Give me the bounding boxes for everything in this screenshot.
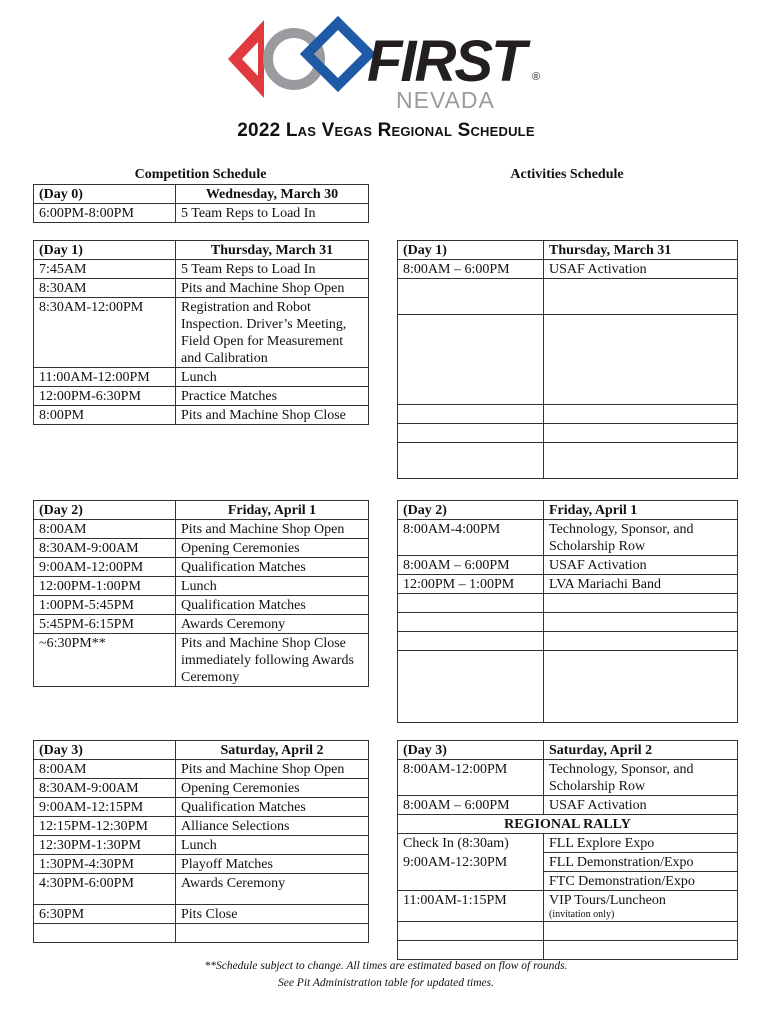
day-label: (Day 1) (398, 241, 544, 260)
event-cell: USAF Activation (544, 796, 738, 815)
table-row (34, 368, 369, 387)
table-row (398, 922, 738, 941)
event-cell (544, 941, 738, 960)
time-cell: 6:30PM (34, 905, 176, 924)
event-text: VIP Tours/Luncheon (549, 893, 666, 908)
table-row (398, 872, 738, 891)
table-row (398, 279, 738, 315)
event-cell (544, 443, 738, 479)
event-cell: Lunch (176, 836, 369, 855)
competition-day1-table (33, 240, 369, 425)
time-cell: 8:30AM-12:00PM (34, 298, 176, 368)
time-cell: 5:45PM-6:15PM (34, 615, 176, 634)
activities-day2-table (397, 500, 738, 723)
day-date: Thursday, March 31 (176, 241, 369, 260)
table-header-row (398, 501, 738, 520)
table-row (398, 815, 738, 834)
event-cell: Pits and Machine Shop Close immediately following Awards Ceremony (176, 634, 369, 687)
time-cell: ~6:30PM** (34, 634, 176, 687)
day-label: (Day 3) (34, 741, 176, 760)
table-row (398, 891, 738, 922)
event-cell: Practice Matches (176, 387, 369, 406)
event-cell (544, 632, 738, 651)
table-row (34, 520, 369, 539)
time-cell: 7:45AM (34, 260, 176, 279)
table-row (398, 632, 738, 651)
day-label: (Day 2) (398, 501, 544, 520)
table-row (34, 836, 369, 855)
time-cell: 4:30PM-6:00PM (34, 874, 176, 905)
table-row (34, 387, 369, 406)
time-cell: 11:00AM-1:15PM (398, 891, 544, 922)
event-cell: Playoff Matches (176, 855, 369, 874)
activities-schedule-heading: Activities Schedule (510, 167, 624, 182)
event-cell (176, 924, 369, 943)
time-cell (398, 594, 544, 613)
table-row (34, 874, 369, 905)
time-cell (398, 279, 544, 315)
event-note: (invitation only) (549, 909, 615, 920)
table-row (398, 796, 738, 815)
day-date: Friday, April 1 (544, 501, 738, 520)
event-cell: Qualification Matches (176, 596, 369, 615)
time-cell: 12:00PM-1:00PM (34, 577, 176, 596)
time-cell (398, 613, 544, 632)
table-row (34, 615, 369, 634)
time-cell: 8:00AM-12:00PM (398, 760, 544, 796)
competition-day0-table (33, 184, 369, 223)
day-label: (Day 2) (34, 501, 176, 520)
table-header-row (398, 241, 738, 260)
time-cell: 8:00AM – 6:00PM (398, 796, 544, 815)
event-cell: USAF Activation (544, 260, 738, 279)
competition-schedule-heading: Competition Schedule (134, 167, 267, 182)
time-cell: 8:00PM (34, 406, 176, 425)
table-header-row (34, 185, 369, 204)
time-cell: Check In (8:30am) (398, 834, 544, 853)
logo-nevada-subtitle: NEVADA (396, 87, 495, 113)
table-row (398, 520, 738, 556)
event-cell: Technology, Sponsor, and Scholarship Row (544, 760, 738, 796)
time-cell: 1:00PM-5:45PM (34, 596, 176, 615)
table-header-row (34, 741, 369, 760)
table-row (398, 315, 738, 405)
table-header-row (34, 501, 369, 520)
competition-day3-table (33, 740, 369, 943)
competition-day2-table (33, 500, 369, 687)
day-date: Thursday, March 31 (544, 241, 738, 260)
table-row (398, 613, 738, 632)
table-row (34, 596, 369, 615)
event-cell: Pits and Machine Shop Open (176, 760, 369, 779)
table-row (34, 634, 369, 687)
event-cell: Qualification Matches (176, 558, 369, 577)
time-cell: 8:00AM-4:00PM (398, 520, 544, 556)
time-cell (34, 924, 176, 943)
event-cell (544, 651, 738, 723)
time-cell (398, 922, 544, 941)
table-row (34, 760, 369, 779)
day-date: Friday, April 1 (176, 501, 369, 520)
table-row (398, 260, 738, 279)
event-cell (544, 315, 738, 405)
table-row (34, 539, 369, 558)
table-row (398, 424, 738, 443)
time-cell: 8:30AM (34, 279, 176, 298)
time-cell (398, 443, 544, 479)
time-cell: 9:00AM-12:15PM (34, 798, 176, 817)
time-cell (398, 405, 544, 424)
table-row (398, 941, 738, 960)
footnote-line-2: See Pit Administration table for updated times. (277, 977, 495, 989)
time-cell: 11:00AM-12:00PM (34, 368, 176, 387)
footnote-line-1: **Schedule subject to change. All times are estimated based on flow of rounds. (204, 960, 568, 972)
event-cell (544, 424, 738, 443)
event-cell: Pits and Machine Shop Open (176, 279, 369, 298)
event-cell: Technology, Sponsor, and Scholarship Row (544, 520, 738, 556)
time-cell: 12:15PM-12:30PM (34, 817, 176, 836)
event-cell: Pits and Machine Shop Open (176, 520, 369, 539)
time-cell (398, 424, 544, 443)
time-cell: 8:30AM-9:00AM (34, 539, 176, 558)
event-cell: FLL Demonstration/Expo (544, 853, 738, 872)
page-title: 2022 Las Vegas Regional Schedule (237, 120, 535, 141)
event-cell: Pits and Machine Shop Close (176, 406, 369, 425)
time-cell (398, 315, 544, 405)
event-cell (544, 922, 738, 941)
event-cell: Opening Ceremonies (176, 539, 369, 558)
time-cell (398, 651, 544, 723)
table-row (398, 651, 738, 723)
event-cell (544, 594, 738, 613)
time-cell: 6:00PM-8:00PM (34, 204, 176, 223)
time-cell: 8:30AM-9:00AM (34, 779, 176, 798)
time-cell: 8:00AM (34, 520, 176, 539)
table-row (398, 853, 738, 872)
event-cell: FLL Explore Expo (544, 834, 738, 853)
table-row (34, 924, 369, 943)
activities-day3-table (397, 740, 738, 960)
table-row (34, 577, 369, 596)
time-cell: 9:00AM-12:30PM (398, 853, 544, 872)
time-cell (398, 872, 544, 891)
time-cell: 12:00PM – 1:00PM (398, 575, 544, 594)
day-date: Saturday, April 2 (544, 741, 738, 760)
table-row (398, 443, 738, 479)
logo-registered-mark: ® (532, 71, 541, 83)
event-cell: 5 Team Reps to Load In (176, 204, 369, 223)
regional-rally-heading: REGIONAL RALLY (398, 815, 738, 834)
event-cell: FTC Demonstration/Expo (544, 872, 738, 891)
day-date: Saturday, April 2 (176, 741, 369, 760)
table-header-row (398, 741, 738, 760)
table-row (398, 594, 738, 613)
table-row (398, 834, 738, 853)
event-cell: LVA Mariachi Band (544, 575, 738, 594)
event-cell: USAF Activation (544, 556, 738, 575)
event-cell: Opening Ceremonies (176, 779, 369, 798)
time-cell: 8:00AM (34, 760, 176, 779)
event-cell: Awards Ceremony (176, 615, 369, 634)
time-cell: 12:30PM-1:30PM (34, 836, 176, 855)
event-cell (544, 279, 738, 315)
event-cell: Pits Close (176, 905, 369, 924)
event-cell (544, 891, 738, 922)
footnote (0, 958, 772, 992)
table-row (398, 556, 738, 575)
table-row (34, 204, 369, 223)
table-row (398, 405, 738, 424)
time-cell: 8:00AM – 6:00PM (398, 260, 544, 279)
table-row (34, 798, 369, 817)
event-cell: Qualification Matches (176, 798, 369, 817)
event-cell: Awards Ceremony (176, 874, 369, 905)
activities-day1-table (397, 240, 738, 479)
logo-first-wordmark: FIRST (367, 29, 525, 94)
table-row (34, 558, 369, 577)
time-cell: 8:00AM – 6:00PM (398, 556, 544, 575)
first-nevada-logo (222, 14, 552, 114)
day-date: Wednesday, March 30 (176, 185, 369, 204)
event-cell: 5 Team Reps to Load In (176, 260, 369, 279)
day-label: (Day 1) (34, 241, 176, 260)
table-row (398, 760, 738, 796)
event-cell: Lunch (176, 577, 369, 596)
table-row (34, 817, 369, 836)
table-row (34, 905, 369, 924)
time-cell (398, 632, 544, 651)
event-cell: Alliance Selections (176, 817, 369, 836)
event-cell (544, 405, 738, 424)
table-row (34, 298, 369, 368)
table-row (398, 575, 738, 594)
day-label: (Day 3) (398, 741, 544, 760)
day-label: (Day 0) (34, 185, 176, 204)
time-cell: 1:30PM-4:30PM (34, 855, 176, 874)
event-cell (544, 613, 738, 632)
table-row (34, 279, 369, 298)
table-header-row (34, 241, 369, 260)
time-cell (398, 941, 544, 960)
event-cell: Lunch (176, 368, 369, 387)
table-row (34, 779, 369, 798)
time-cell: 9:00AM-12:00PM (34, 558, 176, 577)
time-cell: 12:00PM-6:30PM (34, 387, 176, 406)
table-row (34, 855, 369, 874)
event-cell: Registration and Robot Inspection. Driver’s Meeting, Field Open for Measurement and Calibration (176, 298, 369, 368)
table-row (34, 260, 369, 279)
table-row (34, 406, 369, 425)
